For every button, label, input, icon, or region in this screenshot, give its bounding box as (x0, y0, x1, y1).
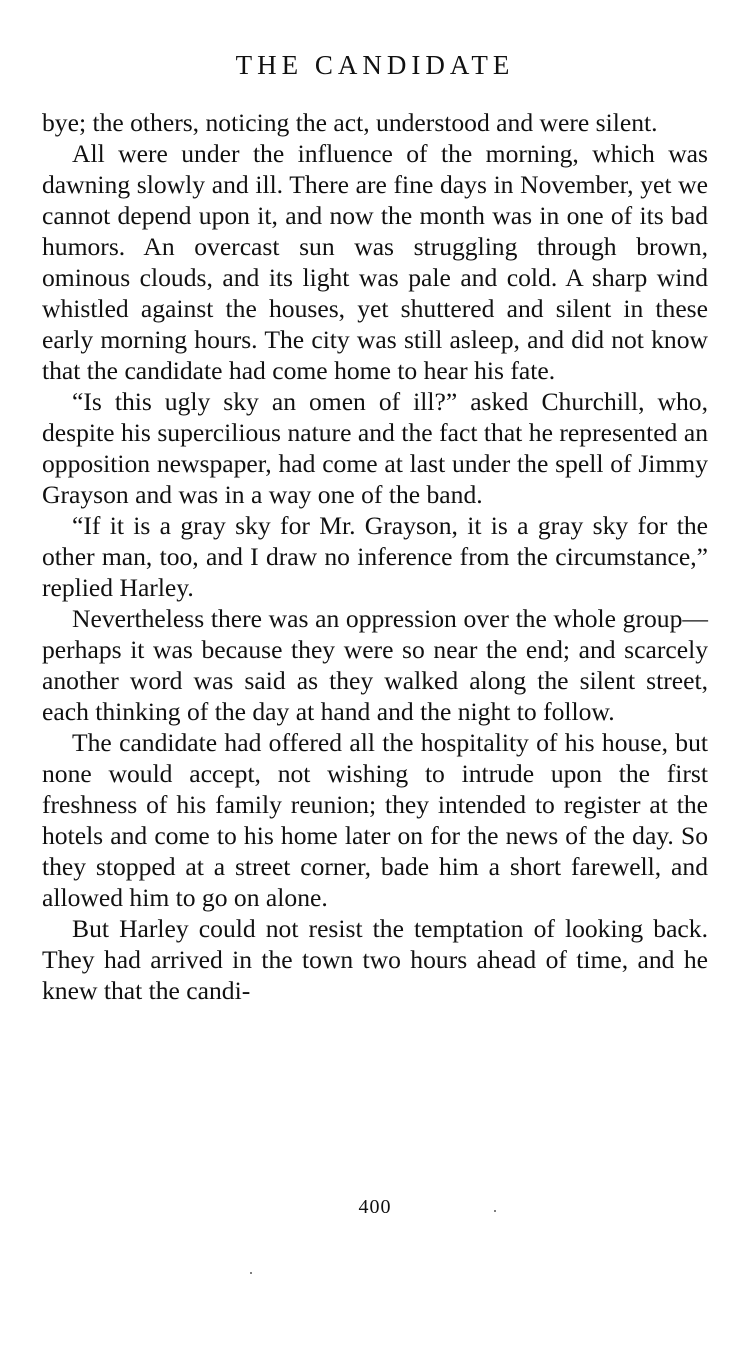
print-speck (494, 1210, 496, 1212)
paragraph: But Harley could not resist the temptation of looking back. They had arrived in the town two hours ahead of time, and he knew that the candi- (42, 914, 708, 1005)
page-body (42, 107, 708, 1006)
paragraph: “Is this ugly sky an omen of ill?” asked Churchill, who, despite his supercilious nature and the fact that he represented an opposition newspaper, had come at last under the spell of Jimmy Grayson and was in a way one of the band. (42, 387, 708, 509)
paragraph: All were under the influence of the morning, which was dawning slowly and ill. There are fine days in November, yet we cannot depend upon it, and now the month was in one of its bad humors. An overcast sun was struggling through brown, ominous clouds, and its light was pale and cold. A sharp wind whistled against the houses, yet shuttered and silent in these early morning hours. The city was still asleep, and did not know that the candidate had come home to hear his fate. (42, 139, 708, 385)
paragraph: The candidate had offered all the hospitality of his house, but none would accept, not wishing to intrude upon the first freshness of his family reunion; they intended to register at the hotels and come to his home later on for the news of the day. So they stopped at a street corner, bade him a short farewell, and allowed him to go on alone. (42, 728, 708, 912)
paragraph-continued: bye; the others, noticing the act, understood and were silent. (42, 108, 658, 137)
page-number: 400 (358, 1196, 392, 1218)
print-speck (250, 1272, 252, 1274)
paragraph: “If it is a gray sky for Mr. Grayson, it is a gray sky for the other man, too, and I draw no inference from the circumstance,” replied Harley. (42, 511, 708, 602)
paragraph: Nevertheless there was an oppression over the whole group—perhaps it was because they were so near the end; and scarcely another word was said as they walked along the silent street, each thinking of the day at hand and the night to follow. (42, 604, 708, 726)
running-title: THE CANDIDATE (235, 50, 515, 80)
